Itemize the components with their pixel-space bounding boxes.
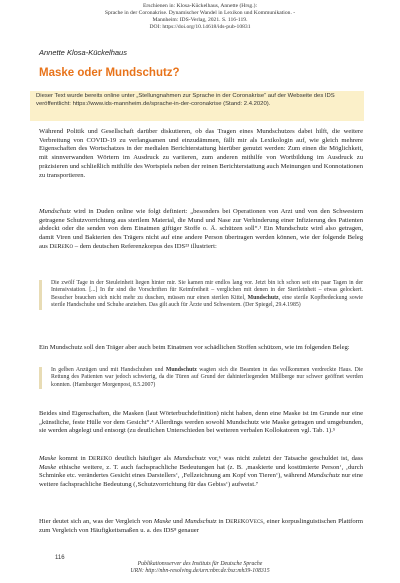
paragraph-2-mid: wird in Duden online wie folgt definiert: „besonders bei Operationen von Arzt und von den Schwestern getragene Schutzvorrichtung aus sterilem Material, die Mund und Nase zur Verhinderung einer Infizierung des Patienten abdeckt oder die senden von dem Einatmen giftiger Stoffe o. Ä. schützen soll“.¹ Ein Mundschutz wird also getragen, damit Viren und Bakterien des Trägers nicht auf eine andere Person übertragen werden können, wie der folgende Beleg aus [39,208,363,250]
header-line-1: Erschienen in: Klosa-Kückelhaus, Annette (Hrsg.): [142,3,258,9]
term-maske: Maske [153,518,172,525]
paragraph-3-text: Ein Mundschutz soll den Träger aber auch beim Einatmen vor schädlichen Stoffen schützen, wie im folgenden Beleg: [39,344,350,351]
paragraph-5-part-b: kommt in [56,455,89,462]
quote-2-text [51,367,363,389]
paragraph-6-part-f: , einer korpuslinguistischen Plattform zum Vergleich von Häufigkeitsmaßen u. a. des IDS⁸ genauer [39,518,363,534]
paragraph-6-part-a: Hier deutet sich an, was der Vergleich von [39,518,154,525]
quote-2-part-b: wagten sich die Beamten in das vollkommen verdreckte Haus. Die Rettung des Patienten war jedoch schwierig, da die Türen auf Grund der dahinterliegenden Müllberge nur schwer geöffnet werden konnten. (Hamburger Morgenpost, 8.5.2007) [51,367,363,388]
paragraph-4-text: Beides sind Eigenschaften, die Masken (laut Wörterbuchdefinition) nicht haben, denn eine Maske ist im Grunde nur eine „künstliche, feste Hülle vor dem Gesicht“.⁴ Allerdings werden sowohl Mundschutz wie Maske getragen und umgebunden, sie werden abgelegt und entsorgt (zu deutlichen Unterschieden bei weiteren verbalen Kollokatoren vgl. Tab. 1).⁵ [39,410,363,435]
term-mundschutz: Mundschutz [39,208,71,215]
paragraph-5-part-e: vor,⁶ was nicht zuletzt der Tatsache geschuldet ist, dass [205,455,363,462]
paragraph-frequency [39,455,363,490]
paragraph-intro [39,128,363,180]
publication-footer [0,561,400,575]
quote-1-bold-term: Mundschutz [247,294,279,301]
notice-box: Dieser Text wurde bereits online unter „Stellungnahmen zur Sprache in der Coronakrise“ auf der Webseite des IDS veröffentlicht: https://www.ids-mannheim.de/sprache-in-der-coronakrise (Stand: 2.4.2020). [30,91,364,121]
paragraph-definition [39,208,363,252]
quote-1-part-a: Die zwölf Tage in der Steuleinheit liegen hinter mir. Sie kamen mir endlos lang vor. Jetzt bin ich schon seit ein paar Tagen in der Intensivstation. [...] In ihr sind die Vorschriften für Keimfreiheit – verglichen mit denen in der Sterileinheit – etwas gelockert. Besucher brauchen sich nicht mehr zu duschen, müssen nur einen sterilen Kittel, [51,280,363,301]
quote-1 [39,280,363,310]
paragraph-1-text: Während Politik und Gesellschaft darüber diskutieren, ob das Tragen eines Mundschutzes dabei hilft, die weitere Verbreitung von COVID-19 zu verlangsamen und einzudämmen, fällt mir als Lexikologin auf, wie gleich mehrere Eigenschaften des Wortschatzes in der medialen Berichterstattung hierüber genutzt werden: Zum einen die Möglichkeit, mit sinnverwandten Wörtern im Ausdruck zu variieren, zum anderen mithilfe von Wortbildung im Ausdruck zu präzisieren und schließlich mithilfe des Wortspiels neben der reinen Berichterstattung auch Meinungen und Konnotationen zu transportieren. [39,128,363,179]
quote-2 [39,367,363,389]
quote-1-part-b: , eine sterile Kopfbedeckung sowie sterile Handschuhe und Schuhe anziehen. Das gilt auch für Ärzte und Schwestern. (Der Spiegel, 29.4.1985) [51,294,363,309]
term-maske: Maske [39,463,57,471]
term-maske: Maske [39,455,57,462]
article-title: Maske oder Mundschutz? [39,67,180,79]
paragraph-2-end: – dem deutschen Referenzkorpus des IDS²³ illustriert: [73,242,217,250]
footer-line-1: Publikationsserver des Instituts für Deutsche Sprache [137,561,263,567]
paragraph-5-part-g: ethische weitere, z. T. auch fachsprachliche Bedeutungen hat (z. B. ‚maskierte und kostümierte Person‘, ‚durch Schminke etc. verändertes Gesicht eines Darstellers‘, ‚Fellzeichnung am Kopf von Tieren‘), während [39,463,363,480]
quote-2-bold-term: Mundschutz [165,367,197,373]
term-mundschutz: Mundschutz [173,455,206,462]
paragraph-5-part-c: deutlich häufiger als [112,455,174,462]
footer-urn[interactable]: URN: http://nbn-resolving.de/urn:nbn:de:bsz:mh39-108315 [130,568,270,575]
header-line-4[interactable]: DOI: https://doi.org/10.14618/ids-pub-10831 [149,23,251,30]
paragraph-6-part-e: in [216,518,226,525]
paragraph-5-part-i: nur eine weitere fachsprachliche Bedeutung (‚Schutzvorrichtung für das Gebiss‘) aufweist.⁷ [39,472,363,489]
corpus-name: DeReKo [49,242,74,250]
paragraph-6-text [39,518,363,535]
corpus-name: DeReKo [88,455,113,462]
publication-header [0,3,400,31]
quote-2-part-a: In gelben Anzügen und mit Handschuhen und [51,367,166,373]
header-line-2: Sprache in der Coronakrise. Dynamischer Wandel in Lexikon und Kommunikation. - [104,9,296,16]
header-line-3: Mannheim: IDS-Verlag, 2021. S. 116-119. [152,16,248,23]
paragraph-6-part-c: und [171,518,185,525]
term-mundschutz: Mundschutz [307,472,340,480]
quote-1-text [51,280,363,310]
paragraph-5-text [39,455,363,490]
paragraph-properties [39,410,363,436]
paragraph-comparison [39,518,363,535]
author-name: Annette Klosa-Kückelhaus [39,48,127,57]
paragraph-transition [39,344,363,353]
corpus-vecs-name: DeReKoVecs [225,518,264,525]
term-mundschutz: Mundschutz [184,518,217,525]
paragraph-2-text [39,208,363,252]
page-number: 116 [55,555,65,561]
